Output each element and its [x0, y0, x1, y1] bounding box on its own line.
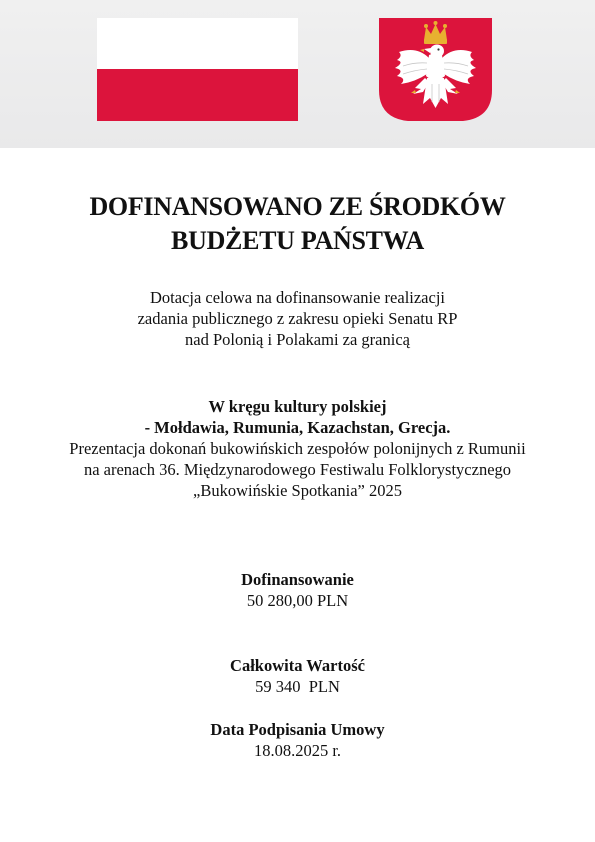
grant-amount-section — [0, 569, 595, 611]
project-desc-line-1: Prezentacja dokonań bukowińskich zespołów polonijnych z Rumunii — [69, 439, 526, 458]
project-name-line-1: W kręgu kultury polskiej — [208, 397, 387, 416]
signing-date-section — [0, 719, 595, 761]
intro-line-1: Dotacja celowa na dofinansowanie realizacji — [149, 288, 446, 307]
total-value-section — [0, 655, 595, 697]
project-description — [0, 396, 595, 501]
polish-flag — [97, 18, 298, 121]
flag-red-stripe — [97, 69, 298, 121]
project-name-line-2: - Mołdawia, Rumunia, Kazachstan, Grecja. — [144, 418, 451, 437]
flag-white-stripe — [97, 18, 298, 69]
polish-white-eagle-emblem-icon — [377, 18, 494, 123]
grant-value: 50 280,00 PLN — [246, 591, 349, 610]
project-desc-line-2: na arenach 36. Międzynarodowego Festiwalu Folklorystycznego — [83, 460, 512, 479]
title-line-1: DOFINANSOWANO ZE ŚRODKÓW — [89, 192, 506, 221]
title-line-2: BUDŻETU PAŃSTWA — [171, 226, 424, 255]
intro-paragraph — [0, 287, 595, 350]
signing-label: Data Podpisania Umowy — [210, 720, 385, 739]
project-desc-line-3: „Bukowińskie Spotkania” 2025 — [193, 481, 402, 500]
total-label: Całkowita Wartość — [230, 656, 365, 675]
signing-value: 18.08.2025 r. — [253, 741, 342, 760]
header-banner — [0, 0, 595, 148]
page-title — [0, 190, 595, 258]
intro-line-3: nad Polonią i Polakami za granicą — [185, 330, 410, 349]
intro-line-2: zadania publicznego z zakresu opieki Senatu RP — [137, 309, 458, 328]
total-value: 59 340 PLN — [255, 677, 340, 696]
grant-label: Dofinansowanie — [241, 570, 354, 589]
